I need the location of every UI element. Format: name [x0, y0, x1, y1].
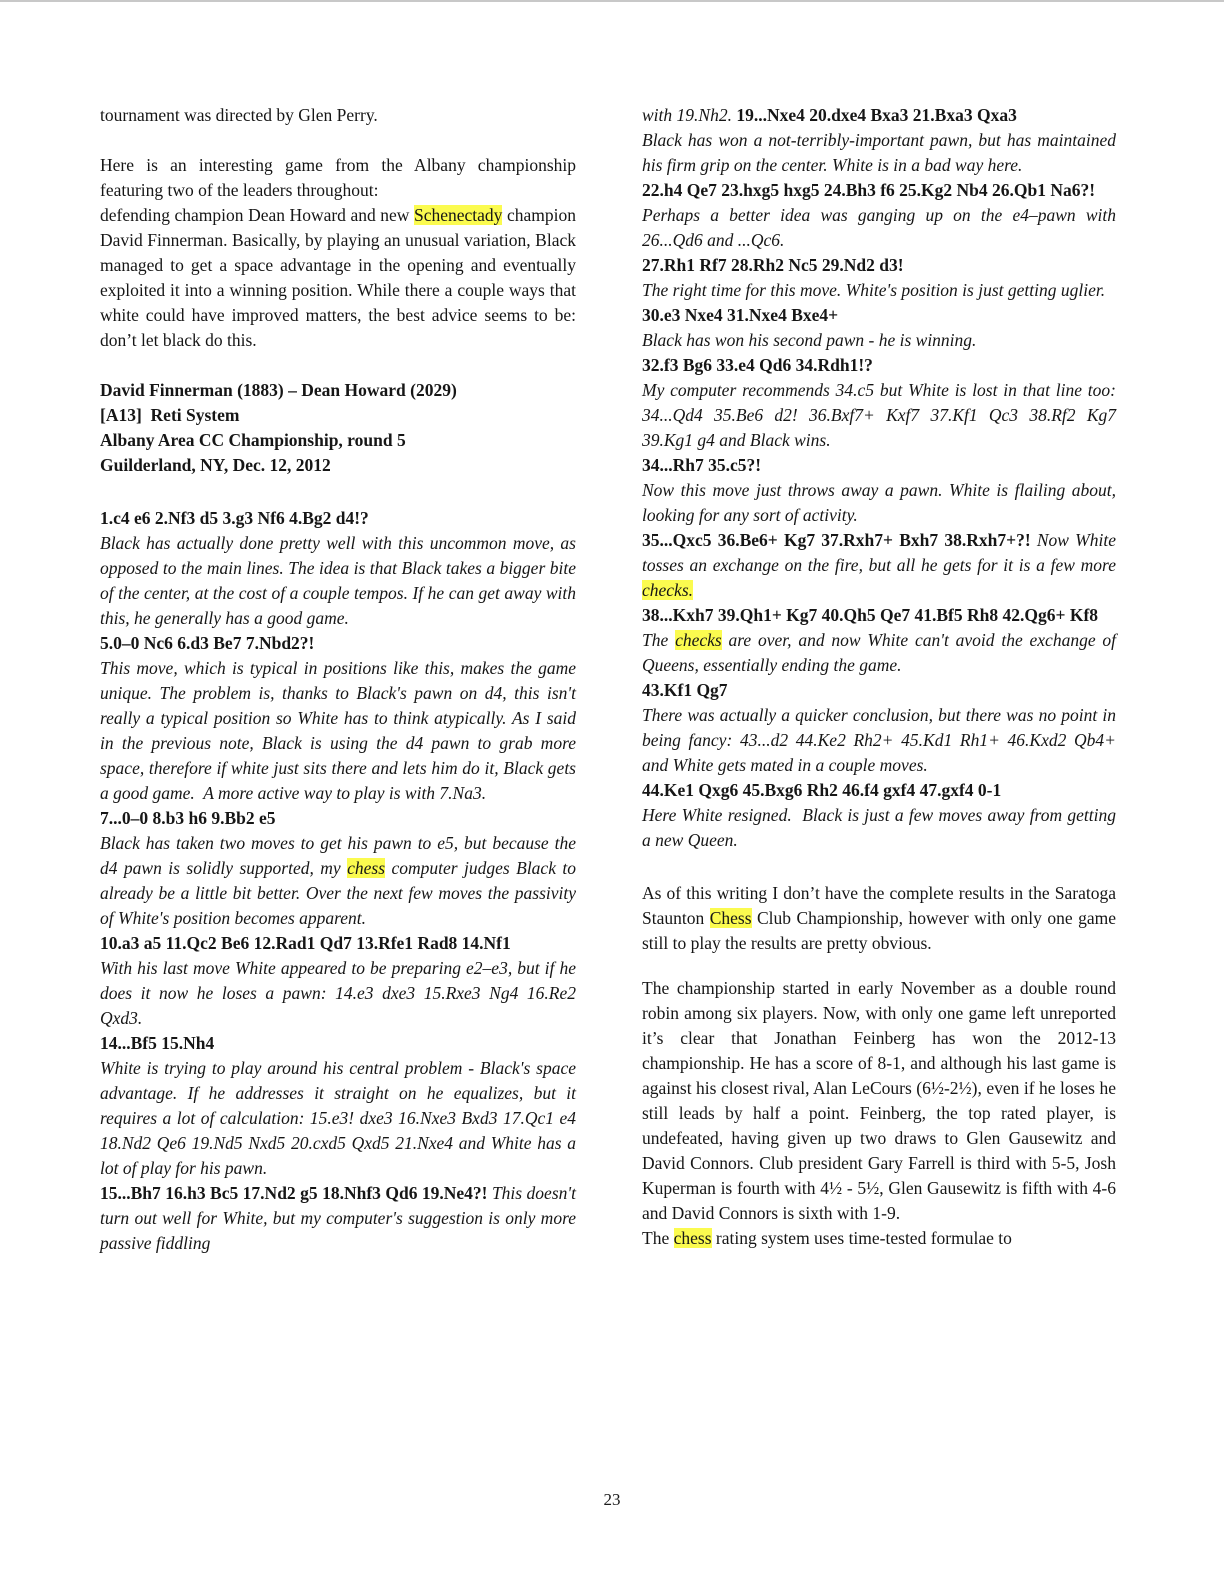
body-paragraph [100, 103, 576, 128]
highlighted-text: chess [347, 858, 386, 878]
game-header-paragraph [100, 378, 576, 403]
highlighted-text: checks [675, 630, 722, 650]
text-run: As of this writing I don’t have the complete results in the Saratoga Staunton [642, 883, 1116, 928]
text-run: champion David Finnerman. Basically, by playing an unusual variation, Black managed to get a space advantage in the opening and eventually exploited it into a winning position. While there a couple ways that white could have improved matters, the best advice seems to be: don’t let black do this. [100, 205, 576, 350]
commentary-paragraph [642, 703, 1116, 778]
commentary-paragraph [100, 656, 576, 806]
text-run: David Finnerman (1883) – Dean Howard (2029) [100, 380, 457, 400]
text-run: 14...Bf5 15.Nh4 [100, 1033, 215, 1053]
moves-paragraph [642, 178, 1116, 203]
text-run: 22.h4 Qe7 23.hxg5 hxg5 24.Bh3 f6 25.Kg2 Nb4 26.Qb1 Na6?! [642, 180, 1096, 200]
text-run: computer judges Black to already be a little bit better. Over the next few moves the passivity of White's position becomes apparent. [100, 858, 577, 928]
moves-paragraph [642, 253, 1116, 278]
body-paragraph [100, 153, 576, 203]
text-run: defending champion Dean Howard and new [100, 205, 414, 225]
text-run: 10.a3 a5 11.Qc2 Be6 12.Rad1 Qd7 13.Rfe1 Rad8 14.Nf1 [100, 933, 511, 953]
text-run: Club Championship, however with only one game still to play the results are pretty obvious. [642, 908, 1116, 953]
commentary-paragraph [100, 1056, 576, 1181]
text-run: This move, which is typical in positions like this, makes the game unique. The problem is, thanks to Black's pawn on d4, this isn't really a typical position so White has to think atypically. As I said in the previous note, Black is using the d4 pawn to grab more space, therefore if white just sits there and lets him do it, Black gets a good game. A more active way to play is with 7.Na3. [100, 658, 576, 803]
moves-paragraph [642, 103, 1116, 128]
commentary-paragraph [642, 278, 1116, 303]
text-run: rating system uses time-tested formulae to [711, 1228, 1012, 1248]
text-run: with 19.Nh2. [642, 105, 737, 125]
game-header-paragraph [100, 403, 576, 428]
text-run: 30.e3 Nxe4 31.Nxe4 Bxe4+ [642, 305, 839, 325]
commentary-paragraph [642, 478, 1116, 528]
highlighted-text: chess [673, 1228, 712, 1248]
moves-paragraph [100, 806, 576, 831]
highlighted-text: Schenectady [414, 205, 503, 225]
commentary-paragraph [642, 628, 1116, 678]
body-paragraph [100, 203, 576, 353]
text-run: 32.f3 Bg6 33.e4 Qd6 34.Rdh1!? [642, 355, 873, 375]
text-run: 43.Kf1 Qg7 [642, 680, 728, 700]
commentary-paragraph [100, 956, 576, 1031]
text-run: The right time for this move. White's position is just getting uglier. [642, 280, 1106, 300]
moves-paragraph [642, 353, 1116, 378]
text-run: Albany Area CC Championship, round 5 [100, 430, 406, 450]
moves-paragraph [100, 1031, 576, 1056]
text-run: My computer recommends 34.c5 but White is lost in that line too: 34...Qd4 35.Be6 d2! 36.Bxf7+ Kxf7 37.Kf1 Qc3 38.Rf2 Kg7 39.Kg1 g4 and Black wins. [642, 380, 1116, 450]
text-run: are over, and now White can't avoid the exchange of Queens, essentially ending the game. [642, 630, 1117, 675]
text-run: Here is an interesting game from the Albany championship featuring two of the leaders throughout: [100, 155, 576, 200]
text-run: The [642, 630, 676, 650]
text-run: [A13] Reti System [100, 405, 240, 425]
text-run: Now this move just throws away a pawn. White is flailing about, looking for any sort of activity. [642, 480, 1116, 525]
text-run: Here White resigned. Black is just a few moves away from getting a new Queen. [642, 805, 1116, 850]
body-paragraph [642, 881, 1116, 956]
game-header-paragraph [100, 453, 576, 478]
moves-paragraph [642, 778, 1116, 803]
commentary-paragraph [642, 378, 1116, 453]
body-paragraph [642, 976, 1116, 1226]
commentary-paragraph [642, 128, 1116, 178]
body-paragraph [642, 1226, 1116, 1251]
text-run: 15...Bh7 16.h3 Bc5 17.Nd2 g5 18.Nhf3 Qd6 19.Ne4?! [100, 1183, 492, 1203]
text-run: This doesn't turn out well for White, but my computer's suggestion is only more passive fiddling [100, 1183, 576, 1253]
highlighted-text: Chess [709, 908, 752, 928]
text-run: 19...Nxe4 20.dxe4 Bxa3 21.Bxa3 Qxa3 [736, 105, 1017, 125]
game-header-paragraph [100, 428, 576, 453]
text-run: With his last move White appeared to be preparing e2–e3, but if he does it now he loses a pawn: 14.e3 dxe3 15.Rxe3 Ng4 16.Re2 Qxd3. [100, 958, 576, 1028]
highlighted-text: checks. [642, 580, 694, 600]
commentary-paragraph [642, 803, 1116, 853]
text-run: Black has won his second pawn - he is winning. [642, 330, 977, 350]
moves-paragraph [642, 678, 1116, 703]
text-run: 5.0–0 Nc6 6.d3 Be7 7.Nbd2?! [100, 633, 315, 653]
text-run: 7...0–0 8.b3 h6 9.Bb2 e5 [100, 808, 276, 828]
page-number: 23 [603, 1490, 621, 1509]
commentary-paragraph [642, 203, 1116, 253]
moves-paragraph [100, 631, 576, 656]
text-run: 34...Rh7 35.c5?! [642, 455, 762, 475]
text-run: Black has actually done pretty well with this uncommon move, as opposed to the main lines. The idea is that Black takes a bigger bite of the center, at the cost of a couple tempos. If he can get away with this, he generally has a good game. [100, 533, 576, 628]
text-run: Black has taken two moves to get his pawn to e5, but because the d4 pawn is solidly supported, my [100, 833, 576, 878]
moves-paragraph [100, 931, 576, 956]
text-run: Black has won a not-terribly-important pawn, but has maintained his firm grip on the center. White is in a bad way here. [642, 130, 1116, 175]
commentary-paragraph [100, 531, 576, 631]
right-column [642, 103, 1116, 1256]
moves-paragraph [642, 603, 1116, 628]
text-run: There was actually a quicker conclusion, but there was no point in being fancy: 43...d2 44.Ke2 Rh2+ 45.Kd1 Rh1+ 46.Kxd2 Qb4+ and White gets mated in a couple moves. [642, 705, 1116, 775]
text-run: 38...Kxh7 39.Qh1+ Kg7 40.Qh5 Qe7 41.Bf5 Rh8 42.Qg6+ Kf8 [642, 605, 1099, 625]
moves-paragraph [642, 453, 1116, 478]
text-run: 44.Ke1 Qxg6 45.Bxg6 Rh2 46.f4 gxf4 47.gxf4 0-1 [642, 780, 1002, 800]
text-run: The [642, 1228, 674, 1248]
text-run: Guilderland, NY, Dec. 12, 2012 [100, 455, 331, 475]
commentary-paragraph [100, 831, 576, 931]
text-run: 35...Qxc5 36.Be6+ Kg7 37.Rxh7+ Bxh7 38.Rxh7+?! [642, 530, 1037, 550]
moves-paragraph [642, 528, 1116, 603]
text-run: tournament was directed by Glen Perry. [100, 105, 378, 125]
left-column [100, 103, 576, 1256]
text-run: 27.Rh1 Rf7 28.Rh2 Nc5 29.Nd2 d3! [642, 255, 904, 275]
text-run: White is trying to play around his central problem - Black's space advantage. If he addresses it straight on he equalizes, but it requires a lot of calculation: 15.e3! dxe3 16.Nxe3 Bxd3 17.Qc1 e4 18.Nd2 Qe6 19.Nd5 Nxd5 20.cxd5 Qxd5 21.Nxe4 and White has a lot of play for his pawn. [100, 1058, 576, 1178]
text-run: Perhaps a better idea was ganging up on the e4–pawn with 26...Qd6 and ...Qc6. [642, 205, 1116, 250]
moves-paragraph [100, 506, 576, 531]
text-run: 1.c4 e6 2.Nf3 d5 3.g3 Nf6 4.Bg2 d4!? [100, 508, 369, 528]
text-run: Now White tosses an exchange on the fire, but all he gets for it is a few more [642, 530, 1116, 575]
commentary-paragraph [642, 328, 1116, 353]
text-run: The championship started in early November as a double round robin among six players. Now, with only one game left unreported it’s clear that Jonathan Feinberg has won the 2012-13 championship. He has a score of 8-1, and although his last game is against his closest rival, Alan LeCours (6½-2½), even if he loses he still leads by half a point. Feinberg, the top rated player, is undefeated, having given up two draws to Glen Gausewitz and David Connors. Club president Gary Farrell is third with 5-5, Josh Kuperman is fourth with 4½ - 5½, Glen Gausewitz is fifth with 4-6 and David Connors is sixth with 1-9. [642, 978, 1116, 1223]
two-column-layout [100, 103, 1116, 1256]
moves-paragraph [642, 303, 1116, 328]
moves-paragraph [100, 1181, 576, 1256]
